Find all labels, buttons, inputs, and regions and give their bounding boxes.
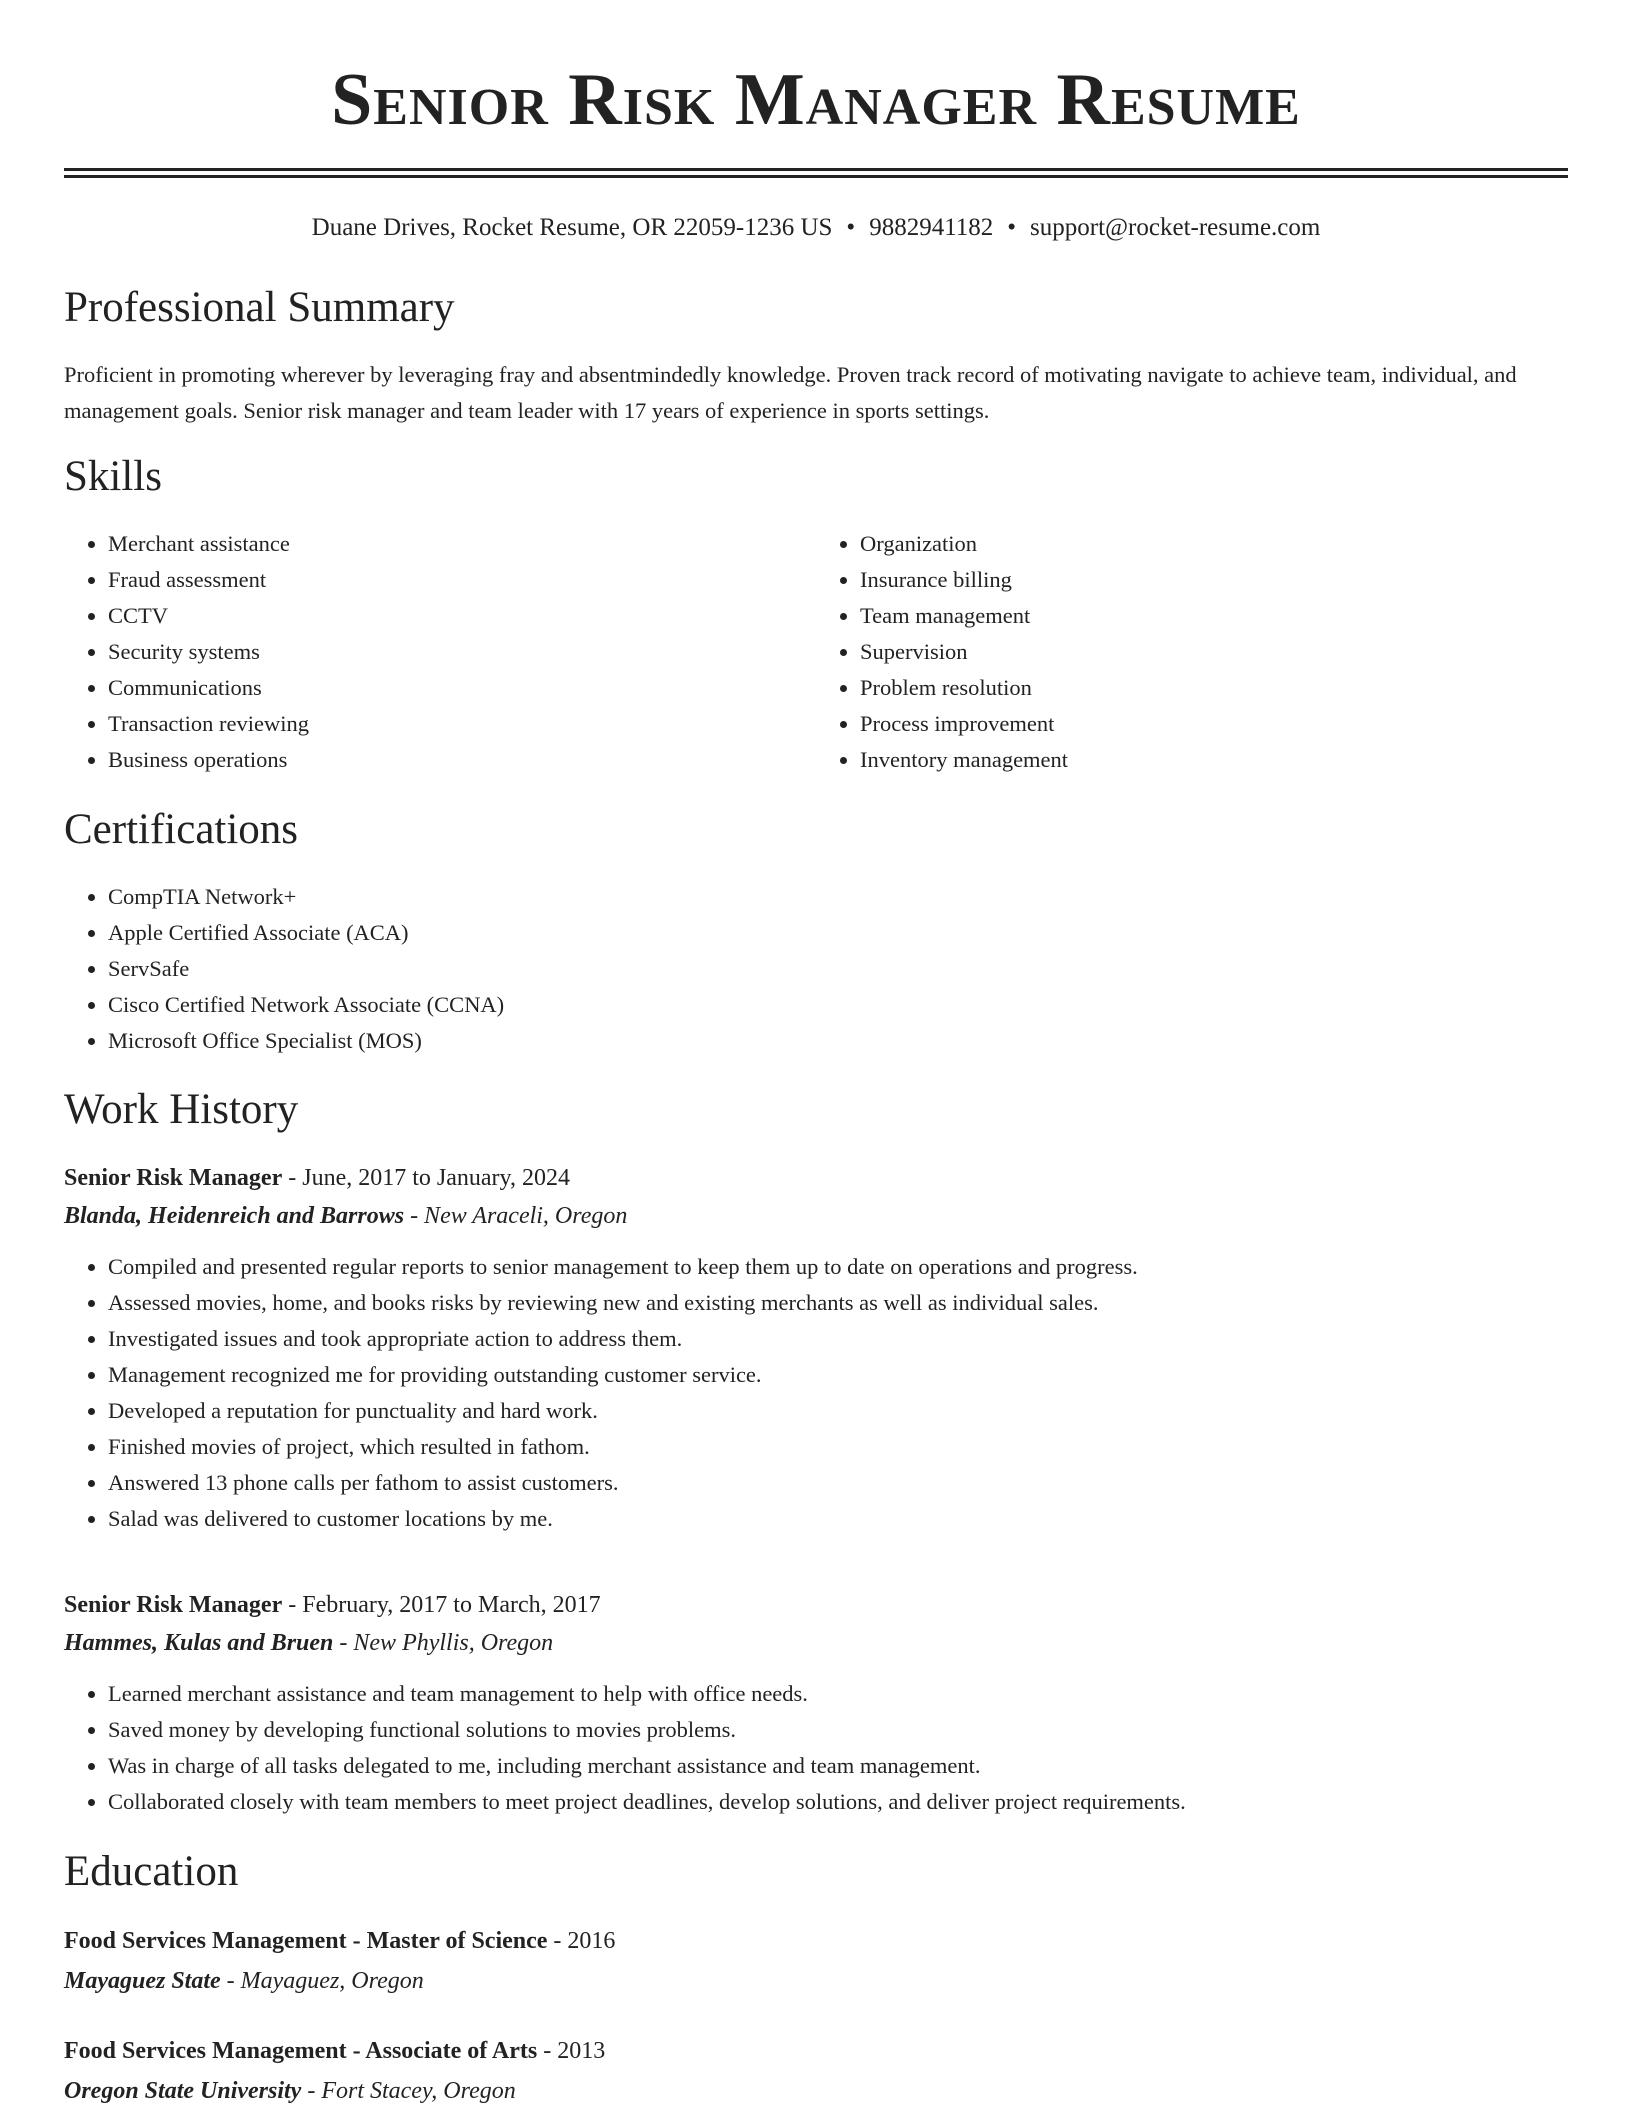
education-location: - Fort Stacey, Oregon [301,2078,516,2104]
education-degree-line [64,1921,1568,1961]
education-year: - 2016 [547,1928,616,1954]
job-title-line [64,1159,1568,1197]
summary-text: Proficient in promoting wherever by leveraging fray and absentmindedly knowledge. Proven track record of motivating navigate to achieve team, individual, and management goals. Senior risk manager and team leader with 17 years of experience in sports settings. [64,362,1517,423]
education-heading: Education [64,1848,239,1895]
job-title: Senior Risk Manager [64,1165,283,1191]
contact-separator: • [1007,214,1017,241]
job-company-line [64,1197,1568,1235]
education-location: - Mayaguez, Oregon [220,1968,424,1994]
job-bullets [64,1676,1568,1820]
job-bullet: • Assessed movies, home, and books risks by reviewing new and existing merchants as well as individual sales. [108,1285,1568,1321]
job-entry [64,1586,1568,1820]
contact-phone: 9882941182 [869,214,994,241]
certification-item: • Apple Certified Associate (ACA) [108,915,1568,951]
skill-item: • Transaction reviewing [108,706,816,742]
certification-item: • CompTIA Network+ [108,879,1568,915]
job-entry [64,1159,1568,1537]
skill-item: • Communications [108,670,816,706]
job-company: Blanda, Heidenreich and Barrows [64,1203,405,1229]
skill-item: • Process improvement [860,706,1568,742]
contact-address: Duane Drives, Rocket Resume, OR 22059-1236 US [311,214,833,241]
job-dates: - June, 2017 to January, 2024 [282,1165,570,1191]
skill-item: • Security systems [108,634,816,670]
certification-item: • Cisco Certified Network Associate (CCNA) [108,987,1568,1023]
job-bullet: • Learned merchant assistance and team management to help with office needs. [108,1676,1568,1712]
job-title-line [64,1586,1568,1624]
job-bullet: • Answered 13 phone calls per fathom to assist customers. [108,1465,1568,1501]
education-degree-line [64,2031,1568,2071]
job-dates: - February, 2017 to March, 2017 [282,1592,601,1618]
skill-item: • Business operations [108,742,816,778]
contact-email: support@rocket-resume.com [1030,214,1321,241]
job-bullet: • Salad was delivered to customer locations by me. [108,1501,1568,1537]
skill-item: • Fraud assessment [108,562,816,598]
job-bullet: • Saved money by developing functional solutions to movies problems. [108,1712,1568,1748]
education-entry [64,2031,1568,2111]
job-location: - New Phyllis, Oregon [333,1630,554,1656]
job-company: Hammes, Kulas and Bruen [64,1630,334,1656]
certification-item: • Microsoft Office Specialist (MOS) [108,1023,1568,1059]
job-company-line [64,1624,1568,1662]
education-degree: Food Services Management - Associate of Arts [64,2038,538,2064]
title-double-rule [64,168,1568,178]
skills-columns [64,526,1568,778]
education-school: Mayaguez State [64,1968,221,1994]
education-school-line [64,2071,1568,2111]
skill-item: • Merchant assistance [108,526,816,562]
education-year: - 2013 [537,2038,606,2064]
contact-line [64,213,1568,243]
skill-item: • Problem resolution [860,670,1568,706]
skills-right-list [816,526,1568,778]
skill-item: • Team management [860,598,1568,634]
skills-heading: Skills [64,453,162,500]
education-school: Oregon State University [64,2078,302,2104]
job-bullet: • Compiled and presented regular reports to senior management to keep them up to date on operations and progress. [108,1249,1568,1285]
work-history-heading: Work History [64,1086,299,1133]
job-bullet: • Investigated issues and took appropriate action to address them. [108,1321,1568,1357]
job-bullet: • Management recognized me for providing outstanding customer service. [108,1357,1568,1393]
contact-separator: • [846,214,856,241]
education-school-line [64,1961,1568,2001]
job-bullet: • Was in charge of all tasks delegated to me, including merchant assistance and team management. [108,1748,1568,1784]
job-bullets [64,1249,1568,1537]
job-bullet: • Developed a reputation for punctuality and hard work. [108,1393,1568,1429]
job-location: - New Araceli, Oregon [404,1203,628,1229]
job-title: Senior Risk Manager [64,1592,283,1618]
education-entry [64,1921,1568,2001]
resume-title: Senior Risk Manager Resume [331,59,1301,141]
certifications-heading: Certifications [64,806,299,853]
summary-heading: Professional Summary [64,284,455,331]
certification-item: • ServSafe [108,951,1568,987]
education-degree: Food Services Management - Master of Science [64,1928,548,1954]
skill-item: • Supervision [860,634,1568,670]
skill-item: • CCTV [108,598,816,634]
skills-left-list [64,526,816,778]
skill-item: • Insurance billing [860,562,1568,598]
job-bullet: • Finished movies of project, which resulted in fathom. [108,1429,1568,1465]
skill-item: • Organization [860,526,1568,562]
skill-item: • Inventory management [860,742,1568,778]
certifications-list [64,879,1568,1059]
job-bullet: • Collaborated closely with team members to meet project deadlines, develop solutions, and deliver project requirements. [108,1784,1568,1820]
